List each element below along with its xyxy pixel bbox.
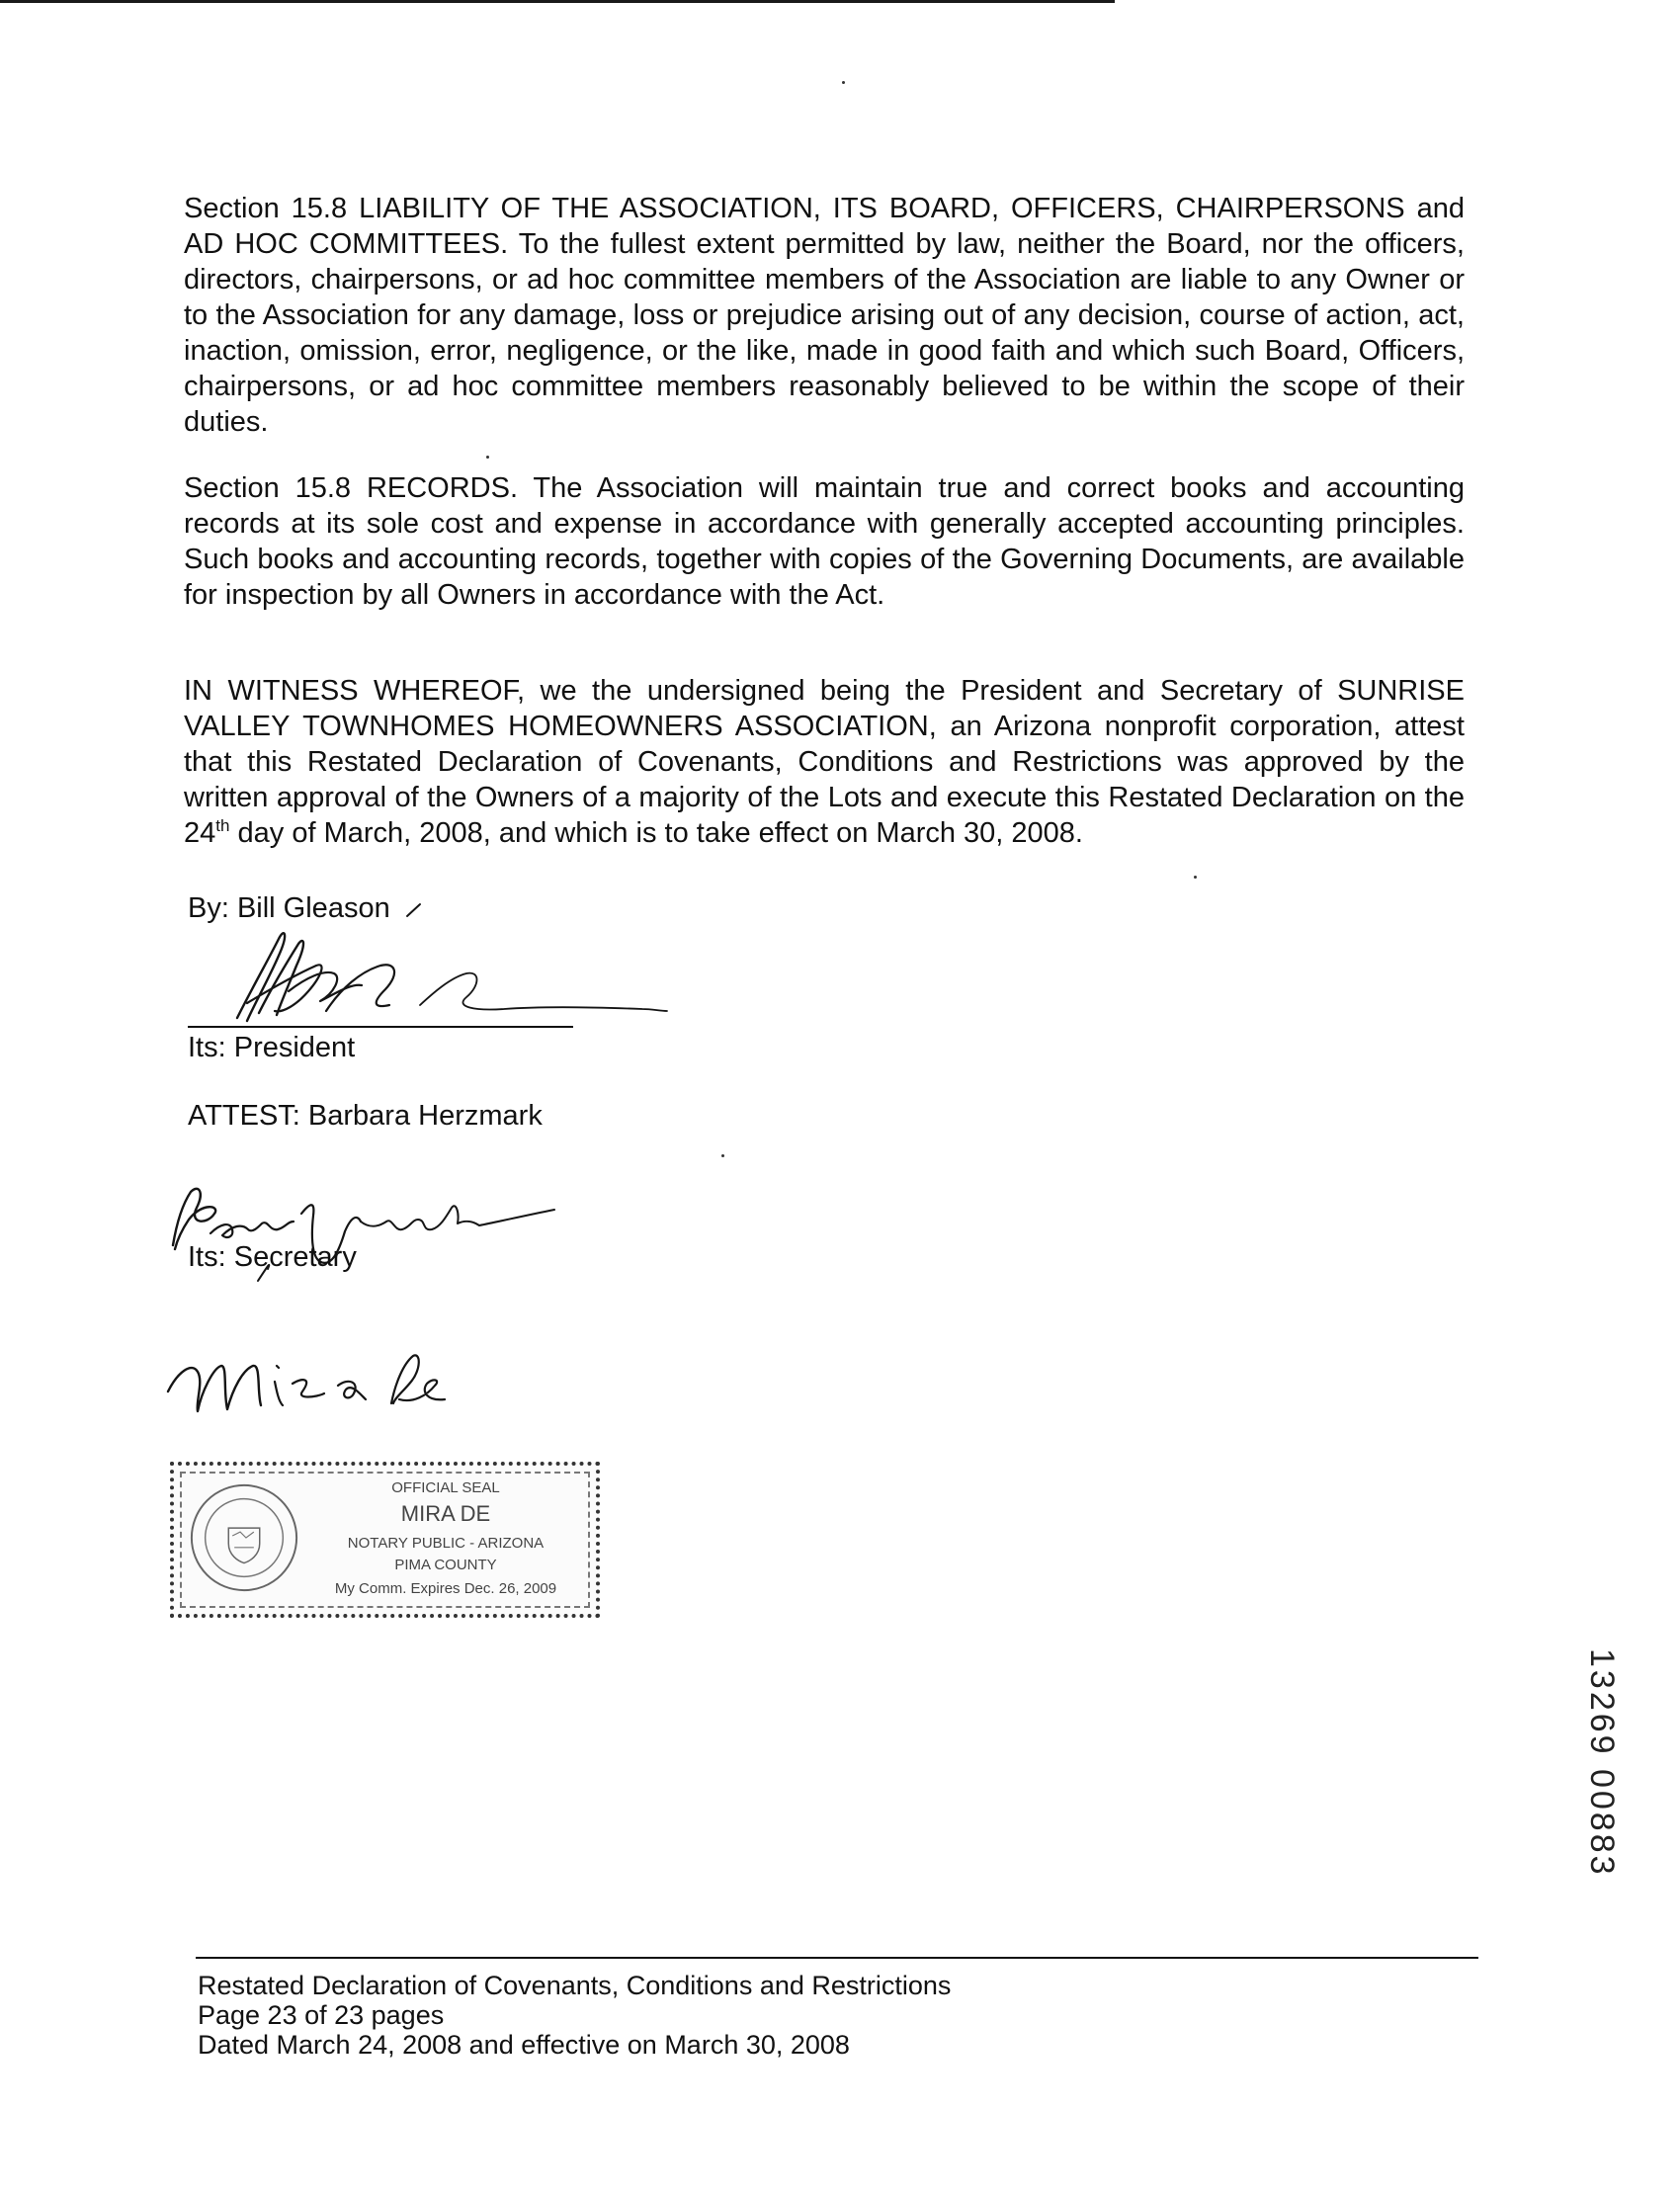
section-liability — [184, 191, 1465, 440]
seal-line-official: OFFICIAL SEAL — [391, 1479, 500, 1496]
scan-speck — [1194, 876, 1197, 879]
witness-text-end: day of March, 2008, and which is to take effect on March 30, 2008. — [229, 817, 1083, 849]
notary-signature — [158, 1322, 474, 1431]
notary-seal — [170, 1462, 600, 1618]
attest-line: ATTEST: Barbara Herzmark — [188, 1100, 543, 1132]
witness-day-suffix: th — [215, 816, 230, 835]
scan-speck — [842, 81, 845, 84]
president-signature — [178, 894, 692, 1043]
scan-speck — [486, 456, 489, 459]
scan-top-edge — [0, 0, 1115, 3]
witness-paragraph — [184, 673, 1465, 851]
section-records — [184, 470, 1465, 613]
footer-rule — [196, 1957, 1478, 1959]
president-signature-line — [188, 1026, 573, 1028]
footer-dated: Dated March 24, 2008 and effective on March 30, 2008 — [198, 2030, 850, 2060]
section-records-body: The Association will maintain true and correct books and accounting records at its sole cost and expense in accordance with generally accepted accounting principles. Such books and accounting records, together with copies of the Governing Documents, are available for inspection by all Owners in accordance with the Act. — [184, 472, 1465, 611]
seal-line-expiry: My Comm. Expires Dec. 26, 2009 — [334, 1580, 557, 1597]
seal-line-notary: NOTARY PUBLIC - ARIZONA — [347, 1535, 545, 1552]
seal-line-name: MIRA DE — [400, 1501, 491, 1526]
footer-title: Restated Declaration of Covenants, Conditions and Restrictions — [198, 1971, 952, 2000]
recording-stamp-number: 13269 00883 — [1583, 1648, 1621, 1878]
seal-line-county: PIMA COUNTY — [394, 1557, 497, 1573]
state-seal-emblem-icon — [186, 1479, 302, 1596]
president-title: Its: President — [188, 1032, 356, 1063]
section-records-heading: Section 15.8 RECORDS. — [184, 472, 519, 504]
witness-text-start: IN WITNESS WHEREOF, we the undersigned being the President and Secretary of SUNRISE VALLEY TOWNHOMES HOMEOWNERS ASSOCIATION, an Arizona nonprofit corporation, attest that this Restated Declaration of Covenants, Conditions and Restrictions was approved by the written approval of the Owners of a majority of the Lots and execute this Restated Declaration on the 24 — [184, 675, 1465, 849]
secretary-title: Its: Secretary — [188, 1241, 357, 1273]
footer-page-number: Page 23 of 23 pages — [198, 2000, 445, 2030]
section-liability-body: To the fullest extent permitted by law, neither the Board, nor the officers, directors, chairpersons, or ad hoc committee members of the Association are liable to any Owner or to the Association for any damage, loss or prejudice arising out of any decision, course of action, act, inaction, omission, error, negligence, or the like, made in good faith and which such Board, Officers, chairpersons, or ad hoc committee members reasonably believed to be within the scope of their duties. — [184, 228, 1465, 438]
scan-speck — [721, 1154, 724, 1157]
section-liability-heading: Section 15.8 LIABILITY OF THE ASSOCIATION, ITS BOARD, OFFICERS, CHAIRPERSONS and AD HOC COMMITTEES. — [184, 193, 1465, 260]
president-by-line: By: Bill Gleason — [188, 892, 390, 924]
